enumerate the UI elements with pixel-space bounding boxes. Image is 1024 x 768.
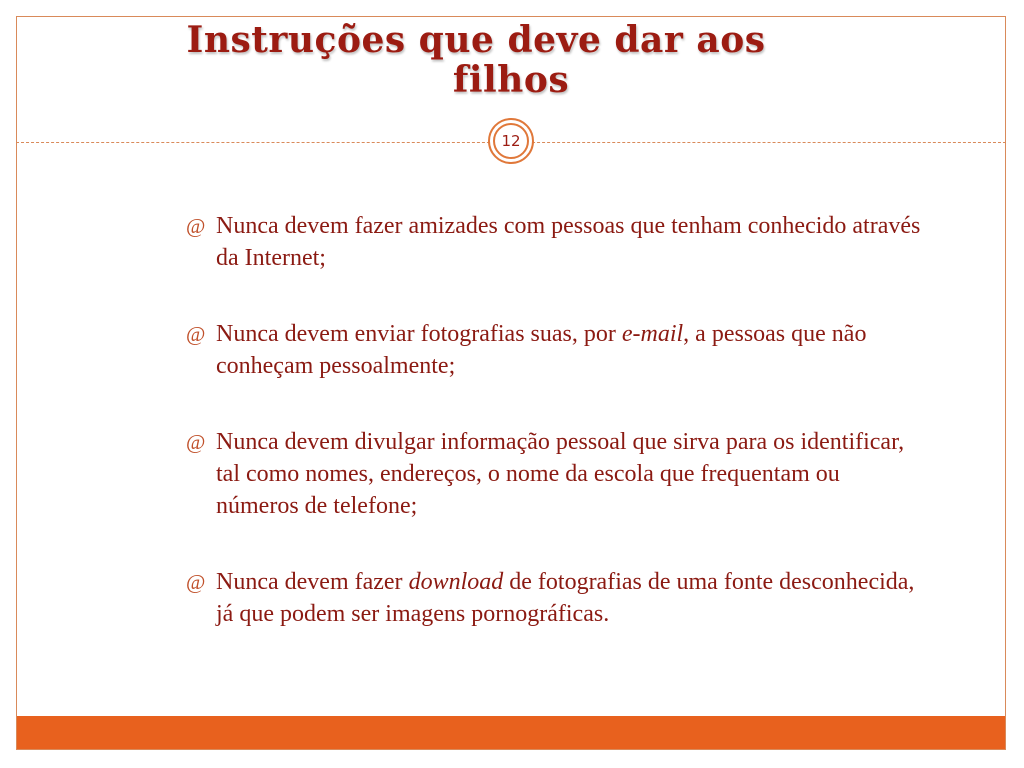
at-sign-bullet-icon: @ — [186, 570, 206, 594]
slide-title — [16, 20, 1006, 100]
bullet-text: Nunca devem divulgar informação pessoal que sirva para os identificar, tal como nomes, endereços, o nome da escola que frequentam ou números de telefone; — [216, 429, 905, 519]
page-number-badge — [488, 118, 534, 164]
bullet-text: Nunca devem fazer amizades com pessoas que tenham conhecido através da Internet; — [216, 213, 921, 271]
bullet-item — [186, 426, 926, 522]
at-sign-bullet-icon: @ — [186, 430, 206, 454]
bullet-emphasis: download — [408, 569, 504, 595]
bullet-item — [186, 318, 926, 382]
bullet-item — [186, 566, 926, 630]
at-sign-bullet-icon: @ — [186, 322, 206, 346]
bullet-text: Nunca devem enviar fotografias suas, por — [216, 321, 622, 347]
bullet-item — [186, 210, 926, 274]
slide-title-line-2: filhos — [452, 59, 570, 101]
bullet-list — [186, 210, 926, 674]
bullet-text-after: , a pessoas que não conheçam pessoalmente; — [216, 321, 867, 379]
bullet-text-after: de fotografias de uma fonte desconhecida, já que podem ser imagens pornográficas. — [216, 569, 915, 627]
at-sign-bullet-icon: @ — [186, 214, 206, 238]
page-number: 12 — [493, 123, 529, 159]
slide-title-line-1: Instruções que deve dar aos — [186, 19, 766, 61]
bullet-emphasis: e-mail — [621, 321, 684, 347]
footer-accent-bar — [17, 716, 1005, 749]
bullet-text: Nunca devem fazer — [216, 569, 409, 595]
